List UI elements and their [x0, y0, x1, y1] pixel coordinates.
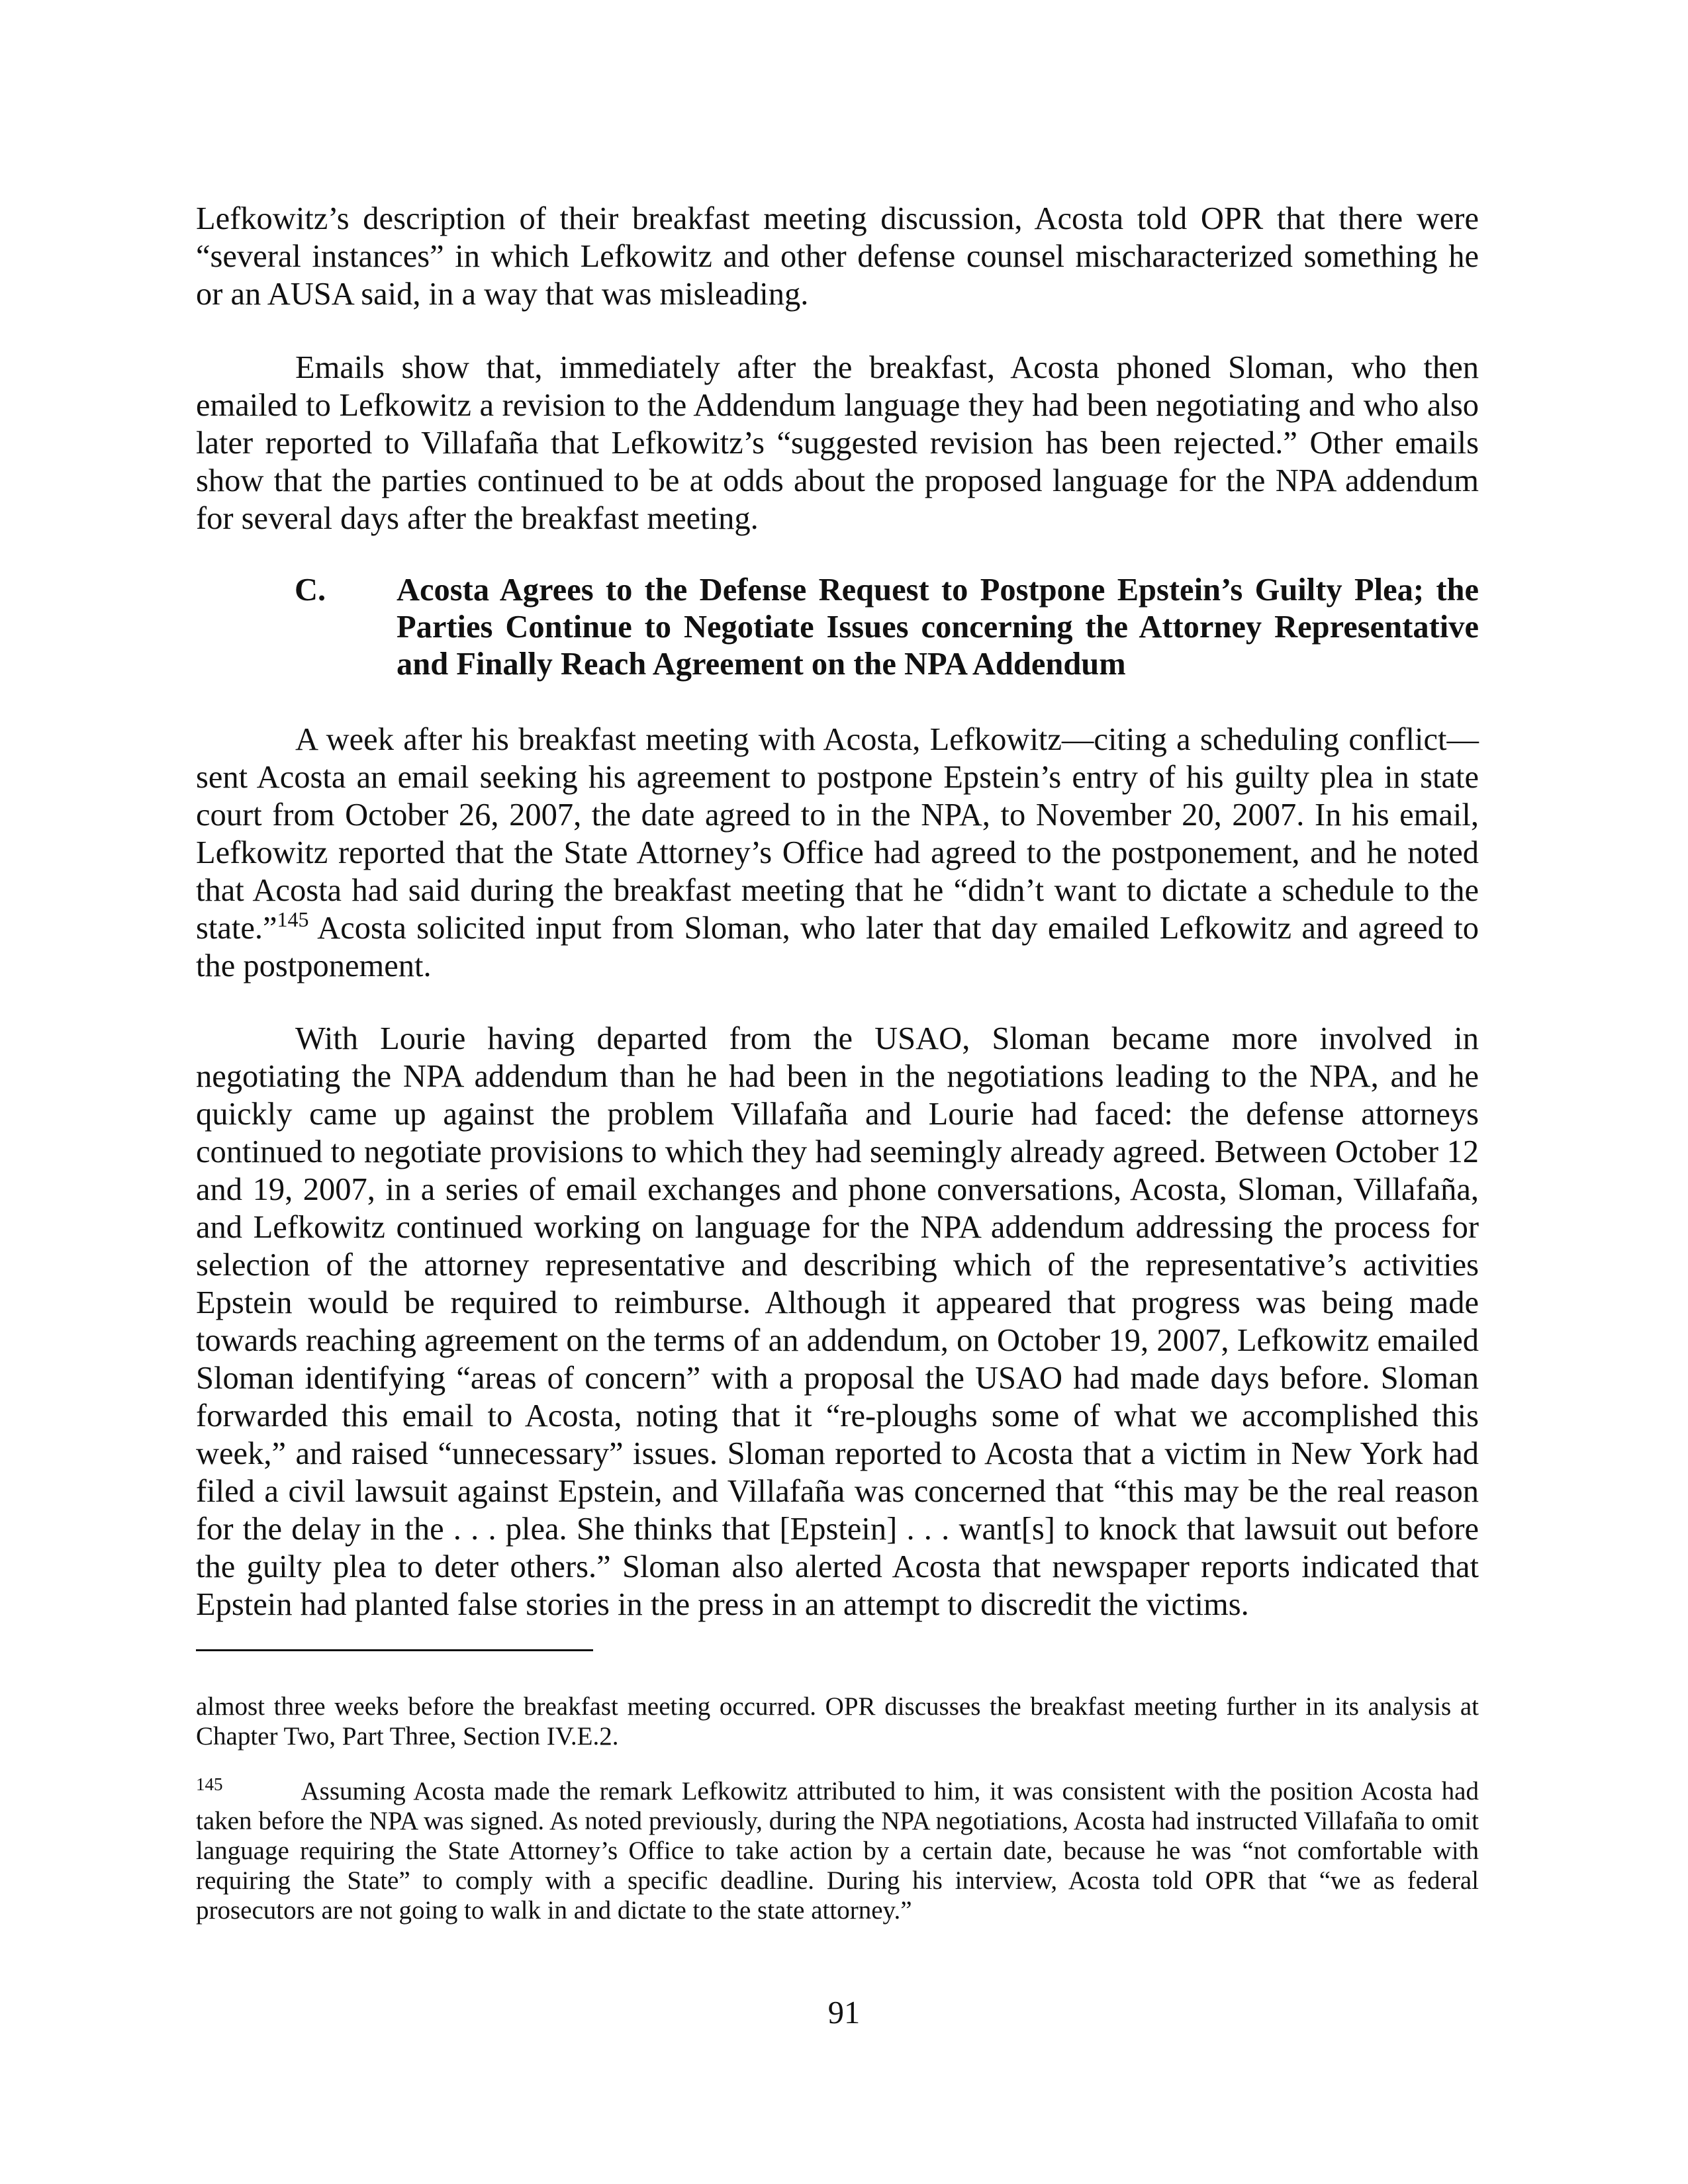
paragraph-postpone-plea-continued: Acosta solicited input from Sloman, who later that day emailed Lefkowitz and agreed to the postponement. [196, 911, 1479, 983]
footnote-separator [196, 1649, 593, 1651]
section-heading [295, 572, 1479, 683]
paragraph-addendum-negotiations: With Lourie having departed from the USAO, Sloman became more involved in negotiating the NPA addendum than he had been in the negotiations leading to the NPA, and he quickly came up against the problem Villafaña and Lourie had faced: the defense attorneys continued to negotiate provisions to which they had seemingly already agreed. Between October 12 and 19, 2007, in a series of email exchanges and phone conversations, Acosta, Sloman, Villafaña, and Lefkowitz continued working on language for the NPA addendum addressing the process for selection of the attorney representative and describing which of the representative’s activities Epstein would be required to reimburse. Although it appeared that progress was being made towards reaching agreement on the terms of an addendum, on October 19, 2007, Lefkowitz emailed Sloman identifying “areas of concern” with a proposal the USAO had made days before. Sloman forwarded this email to Acosta, noting that it “re-ploughs some of what we accomplished this week,” and raised “unnecessary” issues. Sloman reported to Acosta that a victim in New York had filed a civil lawsuit against Epstein, and Villafaña was concerned that “this may be the real reason for the delay in the . . . plea. She thinks that [Epstein] . . . want[s] to knock that lawsuit out before the guilty plea to deter others.” Sloman also alerted Acosta that newspaper reports indicated that Epstein had planted false stories in the press in an attempt to discredit the victims. [196, 1021, 1479, 1622]
paragraph-postpone-plea [196, 721, 1479, 985]
paragraph-postpone-plea-text: A week after his breakfast meeting with Acosta, Lefkowitz—citing a scheduling conflict— sent Acosta an email seeking his agreement to postpone Epstein’s entry of his guilty plea in state court from October 26, 2007, the date agreed to in the NPA, to November 20, 2007. In his email, Lefkowitz reported that the State Attorney’s Office had agreed to the postponement, and he noted that Acosta had said during the breakfast meeting that he “didn’t want to dictate a schedule to the state.” [196, 722, 1479, 946]
footnote-145-text: Assuming Acosta made the remark Lefkowitz attributed to him, it was consistent with the position Acosta had taken before the NPA was signed. As noted previously, during the NPA negotiations, Acosta had instructed Villafaña to omit language requiring the State Attorney’s Office to take action by a certain date, because he was “not comfortable with requiring the State” to comply with a specific deadline. During his interview, Acosta told OPR that “we as federal prosecutors are not going to walk in and dictate to the state attorney.” [196, 1777, 1479, 1925]
section-heading-letter: C. [295, 572, 326, 608]
footnote-145 [196, 1776, 1479, 1925]
footnote-continued: almost three weeks before the breakfast meeting occurred. OPR discusses the breakfast meeting further in its analysis at Chapter Two, Part Three, Section IV.E.2. [196, 1692, 1479, 1751]
page-number: 91 [827, 1995, 861, 2030]
section-heading-title: Acosta Agrees to the Defense Request to Postpone Epstein’s Guilty Plea; the Parties Continue to Negotiate Issues concerning the Attorney Representative and Finally Reach Agreement on the NPA Addendum [397, 572, 1479, 682]
paragraph-breakfast-description: Lefkowitz’s description of their breakfast meeting discussion, Acosta told OPR that there were “several instances” in which Lefkowitz and other defense counsel mischaracterized something he or an AUSA said, in a way that was misleading. [196, 201, 1479, 312]
footnote-145-number: 145 [196, 1774, 223, 1794]
paragraph-emails-show: Emails show that, immediately after the breakfast, Acosta phoned Sloman, who then emailed to Lefkowitz a revision to the Addendum language they had been negotiating and who also later reported to Villafaña that Lefkowitz’s “suggested revision has been rejected.” Other emails show that the parties continued to be at odds about the proposed language for the NPA addendum for several days after the breakfast meeting. [196, 350, 1479, 536]
footnote-reference-145[interactable]: 145 [277, 907, 309, 931]
